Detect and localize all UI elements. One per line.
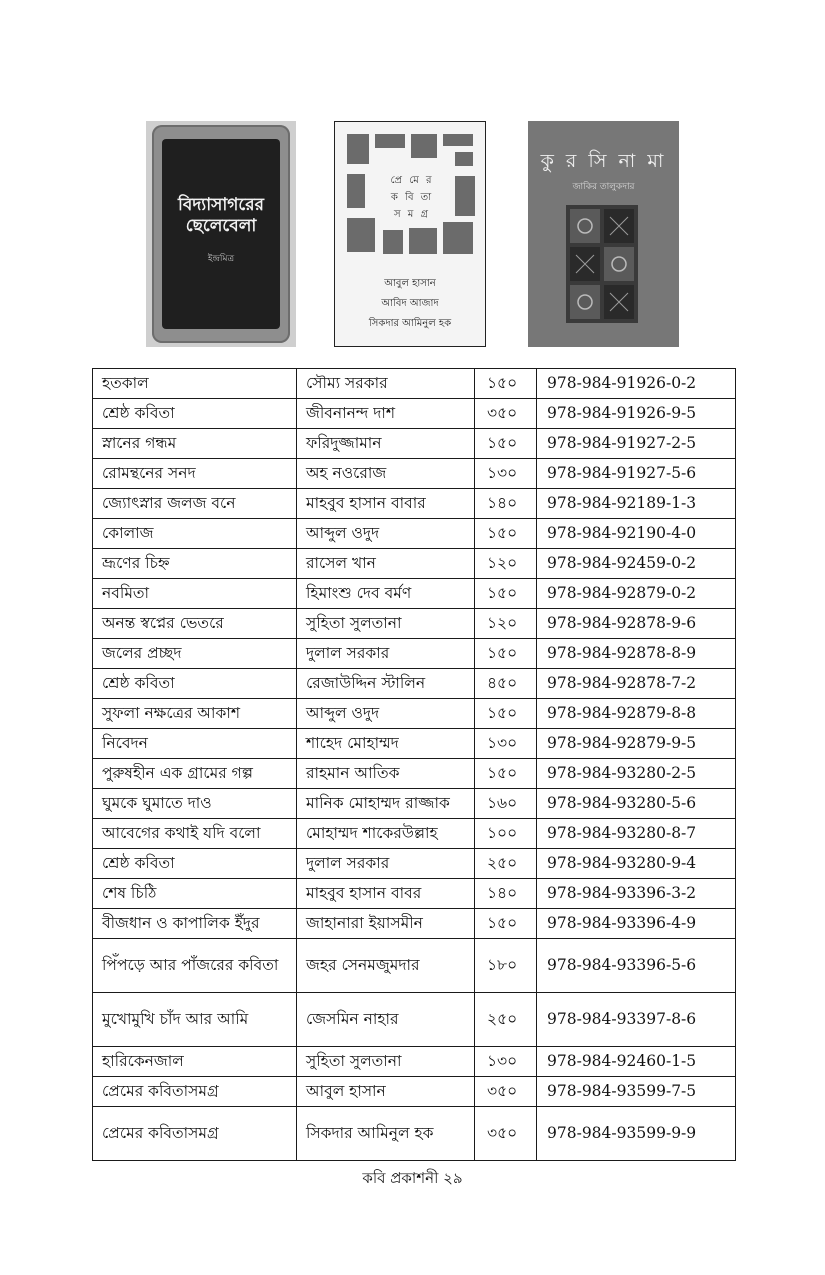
book-price-cell: ৩৫০ [475, 399, 537, 429]
book-title-cell: নিবেদন [93, 729, 297, 759]
table-row [93, 1107, 736, 1161]
table-row [93, 609, 736, 639]
book-isbn-cell: 978-984-92878-7-2 [537, 669, 736, 699]
cover-author: সিকদার আমিনুল হক [368, 318, 452, 329]
table-row [93, 849, 736, 879]
cover-ornament-image [566, 205, 638, 323]
book-list-table [92, 368, 736, 1161]
book-isbn-cell: 978-984-93280-9-4 [537, 849, 736, 879]
book-isbn-cell: 978-984-91927-2-5 [537, 429, 736, 459]
book-price-cell: ১৫০ [475, 699, 537, 729]
book-author-cell: সুহিতা সুলতানা [297, 1047, 475, 1077]
book-title-cell: শ্রেষ্ঠ কবিতা [93, 849, 297, 879]
table-row [93, 939, 736, 993]
book-author-cell: আব্দুল ওদুদ [297, 519, 475, 549]
table-row [93, 549, 736, 579]
book-isbn-cell: 978-984-93396-3-2 [537, 879, 736, 909]
cover-author: জাকির তালুকদার [572, 182, 635, 192]
table-row [93, 519, 736, 549]
book-isbn-cell: 978-984-92878-8-9 [537, 639, 736, 669]
book-price-cell: ১৫০ [475, 909, 537, 939]
book-isbn-cell: 978-984-91926-0-2 [537, 369, 736, 399]
book-title-cell: শ্রেষ্ঠ কবিতা [93, 669, 297, 699]
cover-graphic-block [383, 230, 403, 254]
book-author-cell: অহ নওরোজ [297, 459, 475, 489]
book-author-cell: মাহবুব হাসান বাবার [297, 489, 475, 519]
cover-title [373, 172, 451, 223]
book-title-cell: প্রেমের কবিতাসমগ্র [93, 1077, 297, 1107]
cover-graphic-block [455, 176, 475, 216]
book-author-cell: হিমাংশু দেব বর্মণ [297, 579, 475, 609]
book-price-cell: ১৩০ [475, 729, 537, 759]
cover-title-line: স ম গ্র [393, 209, 430, 220]
book-author-cell: আব্দুল ওদুদ [297, 699, 475, 729]
book-title-cell: আবেগের কথাই যদি বলো [93, 819, 297, 849]
table-row [93, 399, 736, 429]
book-title-cell: প্রেমের কবিতাসমগ্র [93, 1107, 297, 1161]
book-title-cell: নবমিতা [93, 579, 297, 609]
book-isbn-cell: 978-984-93396-5-6 [537, 939, 736, 993]
cover-graphic-block [375, 134, 405, 148]
book-isbn-cell: 978-984-91927-5-6 [537, 459, 736, 489]
book-price-cell: ১৫০ [475, 519, 537, 549]
book-list-body [93, 369, 736, 1161]
table-row [93, 879, 736, 909]
book-author-cell: আবুল হাসান [297, 1077, 475, 1107]
book-isbn-cell: 978-984-93280-8-7 [537, 819, 736, 849]
book-author-cell: মাহবুব হাসান বাবর [297, 879, 475, 909]
book-price-cell: ১৩০ [475, 1047, 537, 1077]
book-cover-vidyasagar [146, 121, 296, 347]
book-covers [0, 118, 825, 350]
cover-author: আবিদ আজাদ [381, 298, 439, 309]
table-row [93, 669, 736, 699]
book-title-cell: পিঁপড়ে আর পাঁজরের কবিতা [93, 939, 297, 993]
book-title-cell: হতকাল [93, 369, 297, 399]
book-isbn-cell: 978-984-91926-9-5 [537, 399, 736, 429]
book-author-cell: মোহাম্মদ শাকেরউল্লাহ [297, 819, 475, 849]
book-price-cell: ১৩০ [475, 459, 537, 489]
book-price-cell: ১৬০ [475, 789, 537, 819]
book-author-cell: জাহানারা ইয়াসমীন [297, 909, 475, 939]
book-isbn-cell: 978-984-93599-9-9 [537, 1107, 736, 1161]
book-isbn-cell: 978-984-93280-2-5 [537, 759, 736, 789]
book-price-cell: ৩৫০ [475, 1107, 537, 1161]
book-author-cell: সুহিতা সুলতানা [297, 609, 475, 639]
cover-graphic-block [443, 222, 473, 254]
book-cover-kursinama [528, 121, 679, 347]
book-price-cell: ৪৫০ [475, 669, 537, 699]
book-price-cell: ১৮০ [475, 939, 537, 993]
cover-author: আবুল হাসান [384, 278, 436, 289]
book-title-cell: হারিকেনজাল [93, 1047, 297, 1077]
table-row [93, 459, 736, 489]
book-author-cell: মানিক মোহাম্মদ রাজ্জাক [297, 789, 475, 819]
book-isbn-cell: 978-984-92459-0-2 [537, 549, 736, 579]
book-isbn-cell: 978-984-92189-1-3 [537, 489, 736, 519]
table-row [93, 579, 736, 609]
book-price-cell: ১২০ [475, 609, 537, 639]
book-title-cell: শ্রেষ্ঠ কবিতা [93, 399, 297, 429]
book-price-cell: ১৪০ [475, 879, 537, 909]
book-price-cell: ১৫০ [475, 639, 537, 669]
book-isbn-cell: 978-984-92879-0-2 [537, 579, 736, 609]
book-price-cell: ২৫০ [475, 849, 537, 879]
book-author-cell: ফরিদুজ্জামান [297, 429, 475, 459]
book-price-cell: ১২০ [475, 549, 537, 579]
cover-author: ইন্দ্রমিত্র [207, 254, 235, 264]
book-price-cell: ১৫০ [475, 579, 537, 609]
cover-graphic-block [455, 152, 473, 166]
book-author-cell: রেজাউদ্দিন স্টালিন [297, 669, 475, 699]
table-row [93, 1077, 736, 1107]
book-author-cell: রাসেল খান [297, 549, 475, 579]
book-author-cell: জহর সেনমজুমদার [297, 939, 475, 993]
book-title-cell: জলের প্রচ্ছদ [93, 639, 297, 669]
book-title-cell: শেষ চিঠি [93, 879, 297, 909]
cover-title-line: ক বি তা [390, 192, 434, 203]
table-row [93, 993, 736, 1047]
book-price-cell: ১০০ [475, 819, 537, 849]
cover-graphic-block [411, 134, 437, 158]
cover-authors [335, 274, 485, 334]
cover-graphic-block [347, 218, 375, 252]
book-author-cell: শাহেদ মোহাম্মদ [297, 729, 475, 759]
book-isbn-cell: 978-984-93396-4-9 [537, 909, 736, 939]
book-author-cell: সৌম্য সরকার [297, 369, 475, 399]
book-price-cell: ১৪০ [475, 489, 537, 519]
book-price-cell: ৩৫০ [475, 1077, 537, 1107]
book-author-cell: দুলাল সরকার [297, 639, 475, 669]
book-isbn-cell: 978-984-92190-4-0 [537, 519, 736, 549]
book-author-cell: সিকদার আমিনুল হক [297, 1107, 475, 1161]
book-title-cell: সুফলা নক্ষত্রের আকাশ [93, 699, 297, 729]
book-isbn-cell: 978-984-93280-5-6 [537, 789, 736, 819]
book-title-cell: ভ্রূণের চিহ্ন [93, 549, 297, 579]
book-title-cell: স্নানের গন্ধম [93, 429, 297, 459]
book-price-cell: ১৫০ [475, 429, 537, 459]
book-title-cell: মুখোমুখি চাঁদ আর আমি [93, 993, 297, 1047]
table-row [93, 909, 736, 939]
book-title-cell: কোলাজ [93, 519, 297, 549]
book-price-cell: ২৫০ [475, 993, 537, 1047]
table-row [93, 729, 736, 759]
book-title-cell: বীজধান ও কাপালিক ইঁদুর [93, 909, 297, 939]
cover-graphic-block [347, 174, 365, 208]
cover-title: কু র সি না মা [540, 150, 667, 172]
cover-title: বিদ্যাসাগরের ছেলেবেলা [178, 195, 264, 236]
book-isbn-cell: 978-984-92879-8-8 [537, 699, 736, 729]
book-isbn-cell: 978-984-92879-9-5 [537, 729, 736, 759]
book-author-cell: জেসমিন নাহার [297, 993, 475, 1047]
table-row [93, 429, 736, 459]
cover-graphic-block [443, 134, 473, 146]
book-isbn-cell: 978-984-92878-9-6 [537, 609, 736, 639]
table-row [93, 819, 736, 849]
book-isbn-cell: 978-984-93599-7-5 [537, 1077, 736, 1107]
cover-title-line: প্রে মে র [390, 175, 434, 186]
cover-graphic-block [409, 228, 437, 254]
book-author-cell: জীবনানন্দ দাশ [297, 399, 475, 429]
table-row [93, 789, 736, 819]
book-cover-premer-kobita [334, 121, 486, 347]
cover-graphic-block [347, 134, 369, 164]
table-row [93, 699, 736, 729]
slate-board [162, 139, 280, 329]
book-author-cell: রাহমান আতিক [297, 759, 475, 789]
book-title-cell: জ্যোৎস্নার জলজ বনে [93, 489, 297, 519]
table-row [93, 759, 736, 789]
page-footer: কবি প্রকাশনী ২৯ [362, 1169, 463, 1187]
book-isbn-cell: 978-984-93397-8-6 [537, 993, 736, 1047]
book-title-cell: ঘুমকে ঘুমাতে দাও [93, 789, 297, 819]
book-title-cell: রোমন্থনের সনদ [93, 459, 297, 489]
book-title-cell: অনন্ত স্বপ্নের ভেতরে [93, 609, 297, 639]
book-price-cell: ১৫০ [475, 369, 537, 399]
book-price-cell: ১৫০ [475, 759, 537, 789]
table-row [93, 1047, 736, 1077]
book-isbn-cell: 978-984-92460-1-5 [537, 1047, 736, 1077]
table-row [93, 489, 736, 519]
table-row [93, 639, 736, 669]
book-author-cell: দুলাল সরকার [297, 849, 475, 879]
table-row [93, 369, 736, 399]
book-title-cell: পুরুষহীন এক গ্রামের গল্প [93, 759, 297, 789]
